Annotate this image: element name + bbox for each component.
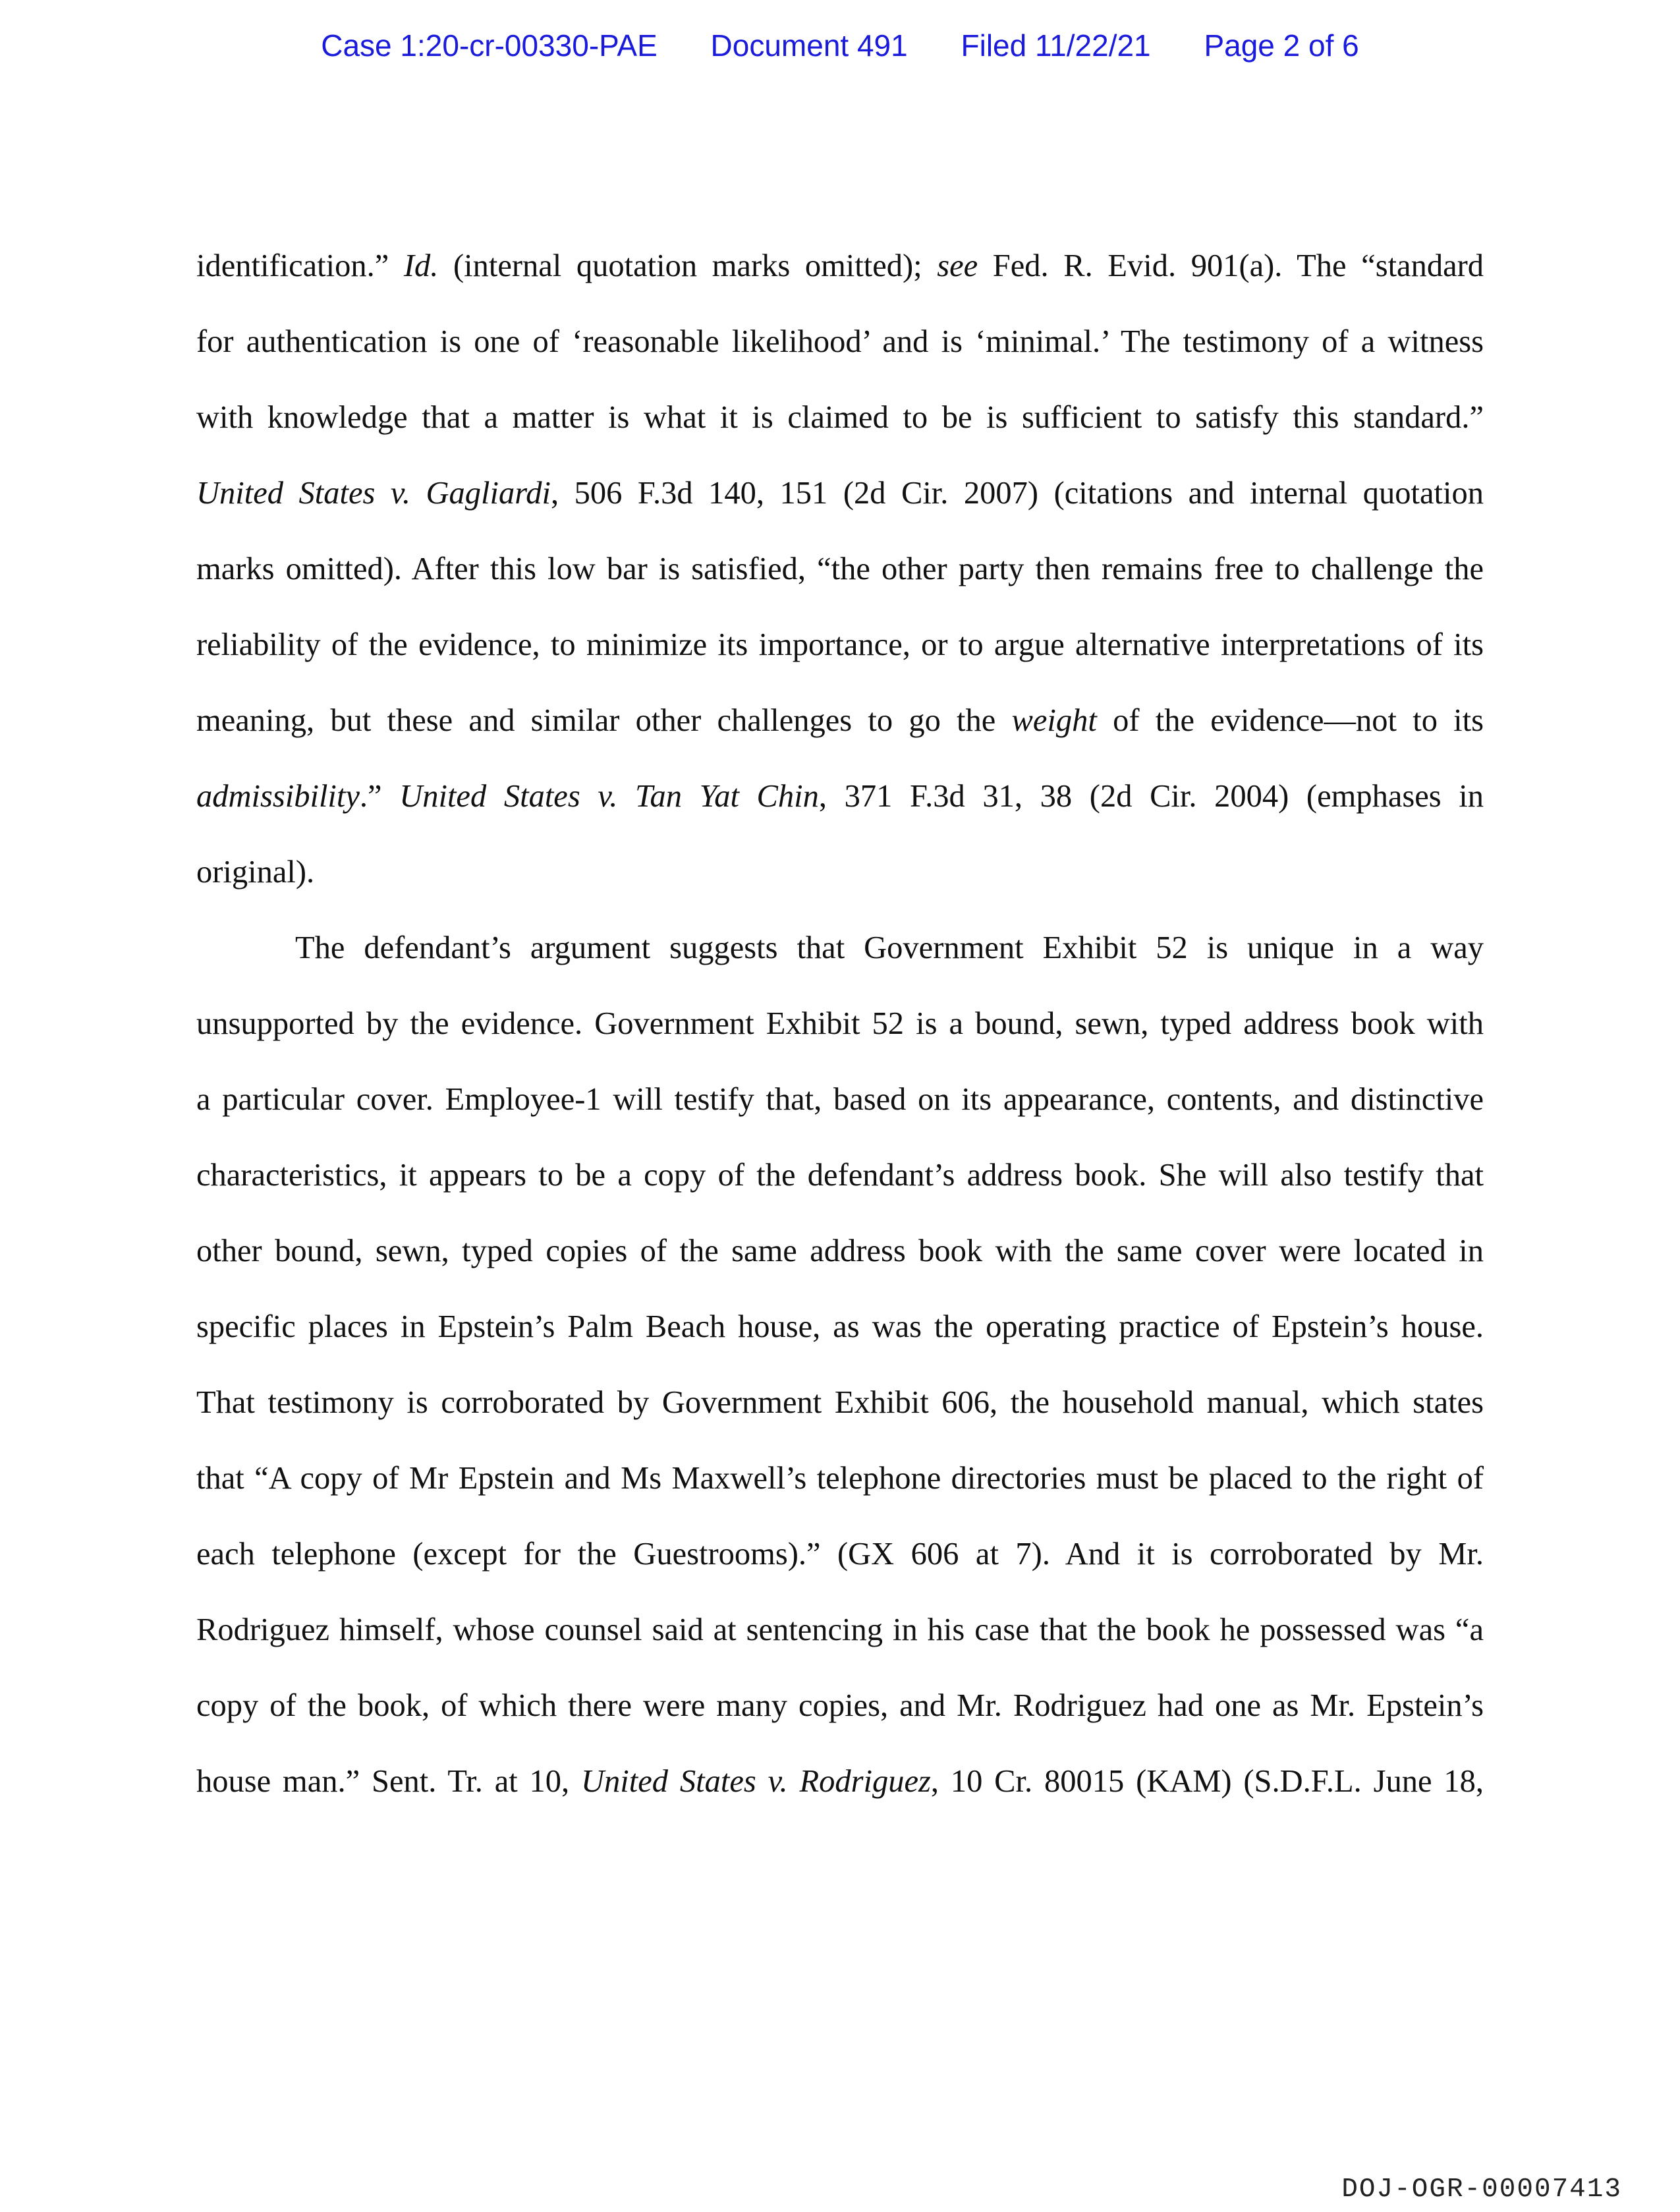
text-line: identification.” Id. (internal quotation marks omitted); see Fed. R. Evid. 901(a). The “standard <box>196 248 1484 283</box>
text-line: United States v. Gagliardi, 506 F.3d 140, 151 (2d Cir. 2007) (citations and internal quotation <box>196 476 1484 511</box>
text-line: copy of the book, of which there were many copies, and Mr. Rodriguez had one as Mr. Epstein’s <box>196 1688 1484 1723</box>
page-indicator: Page 2 of 6 <box>1204 28 1359 63</box>
case-number: Case 1:20-cr-00330-PAE <box>321 28 658 63</box>
text-line: marks omitted). After this low bar is satisfied, “the other party then remains free to challenge the <box>196 552 1484 586</box>
case-citation: United States v. Tan Yat Chin <box>399 779 819 814</box>
document-number: Document 491 <box>710 28 908 63</box>
text-line: original). <box>196 855 315 890</box>
text-line: that “A copy of Mr Epstein and Ms Maxwell’s telephone directories must be placed to the right of <box>196 1461 1484 1496</box>
text-line: each telephone (except for the Guestrooms).” (GX 606 at 7). And it is corroborated by Mr. <box>196 1537 1484 1572</box>
text-line: unsupported by the evidence. Government Exhibit 52 is a bound, sewn, typed address book with <box>196 1006 1484 1041</box>
text-line: That testimony is corroborated by Government Exhibit 606, the household manual, which states <box>196 1385 1484 1420</box>
text-line: specific places in Epstein’s Palm Beach house, as was the operating practice of Epstein’s house. <box>196 1309 1484 1344</box>
text-line: other bound, sewn, typed copies of the same address book with the same cover were located in <box>196 1234 1484 1268</box>
text-line: admissibility.” United States v. Tan Yat Chin, 371 F.3d 31, 38 (2d Cir. 2004) (emphases in <box>196 779 1484 814</box>
case-citation: United States v. Rodriguez <box>581 1764 931 1799</box>
text-line: a particular cover. Employee-1 will testify that, based on its appearance, contents, and distinctive <box>196 1082 1484 1117</box>
text-line: reliability of the evidence, to minimize its importance, or to argue alternative interpretations of its <box>196 627 1484 662</box>
text-line: Rodriguez himself, whose counsel said at sentencing in his case that the book he possessed was “a <box>196 1612 1484 1647</box>
text-line: for authentication is one of ‘reasonable likelihood’ and is ‘minimal.’ The testimony of a witness <box>196 324 1484 359</box>
text-line: characteristics, it appears to be a copy of the defendant’s address book. She will also testify that <box>196 1158 1484 1193</box>
text-line: meaning, but these and similar other challenges to go the weight of the evidence—not to its <box>196 703 1484 738</box>
bates-number: DOJ-OGR-00007413 <box>1341 2174 1622 2205</box>
paragraph-first-line: The defendant’s argument suggests that Government Exhibit 52 is unique in a way <box>295 930 1484 965</box>
body-text <box>196 242 1484 1834</box>
text-line: house man.” Sent. Tr. at 10, United States v. Rodriguez, 10 Cr. 80015 (KAM) (S.D.F.L. June 18, <box>196 1764 1484 1799</box>
ecf-filing-header <box>0 28 1680 63</box>
case-citation: United States v. Gagliardi <box>196 476 551 511</box>
text-line: with knowledge that a matter is what it is claimed to be is sufficient to satisfy this standard.” <box>196 400 1484 435</box>
filed-date: Filed 11/22/21 <box>961 28 1151 63</box>
